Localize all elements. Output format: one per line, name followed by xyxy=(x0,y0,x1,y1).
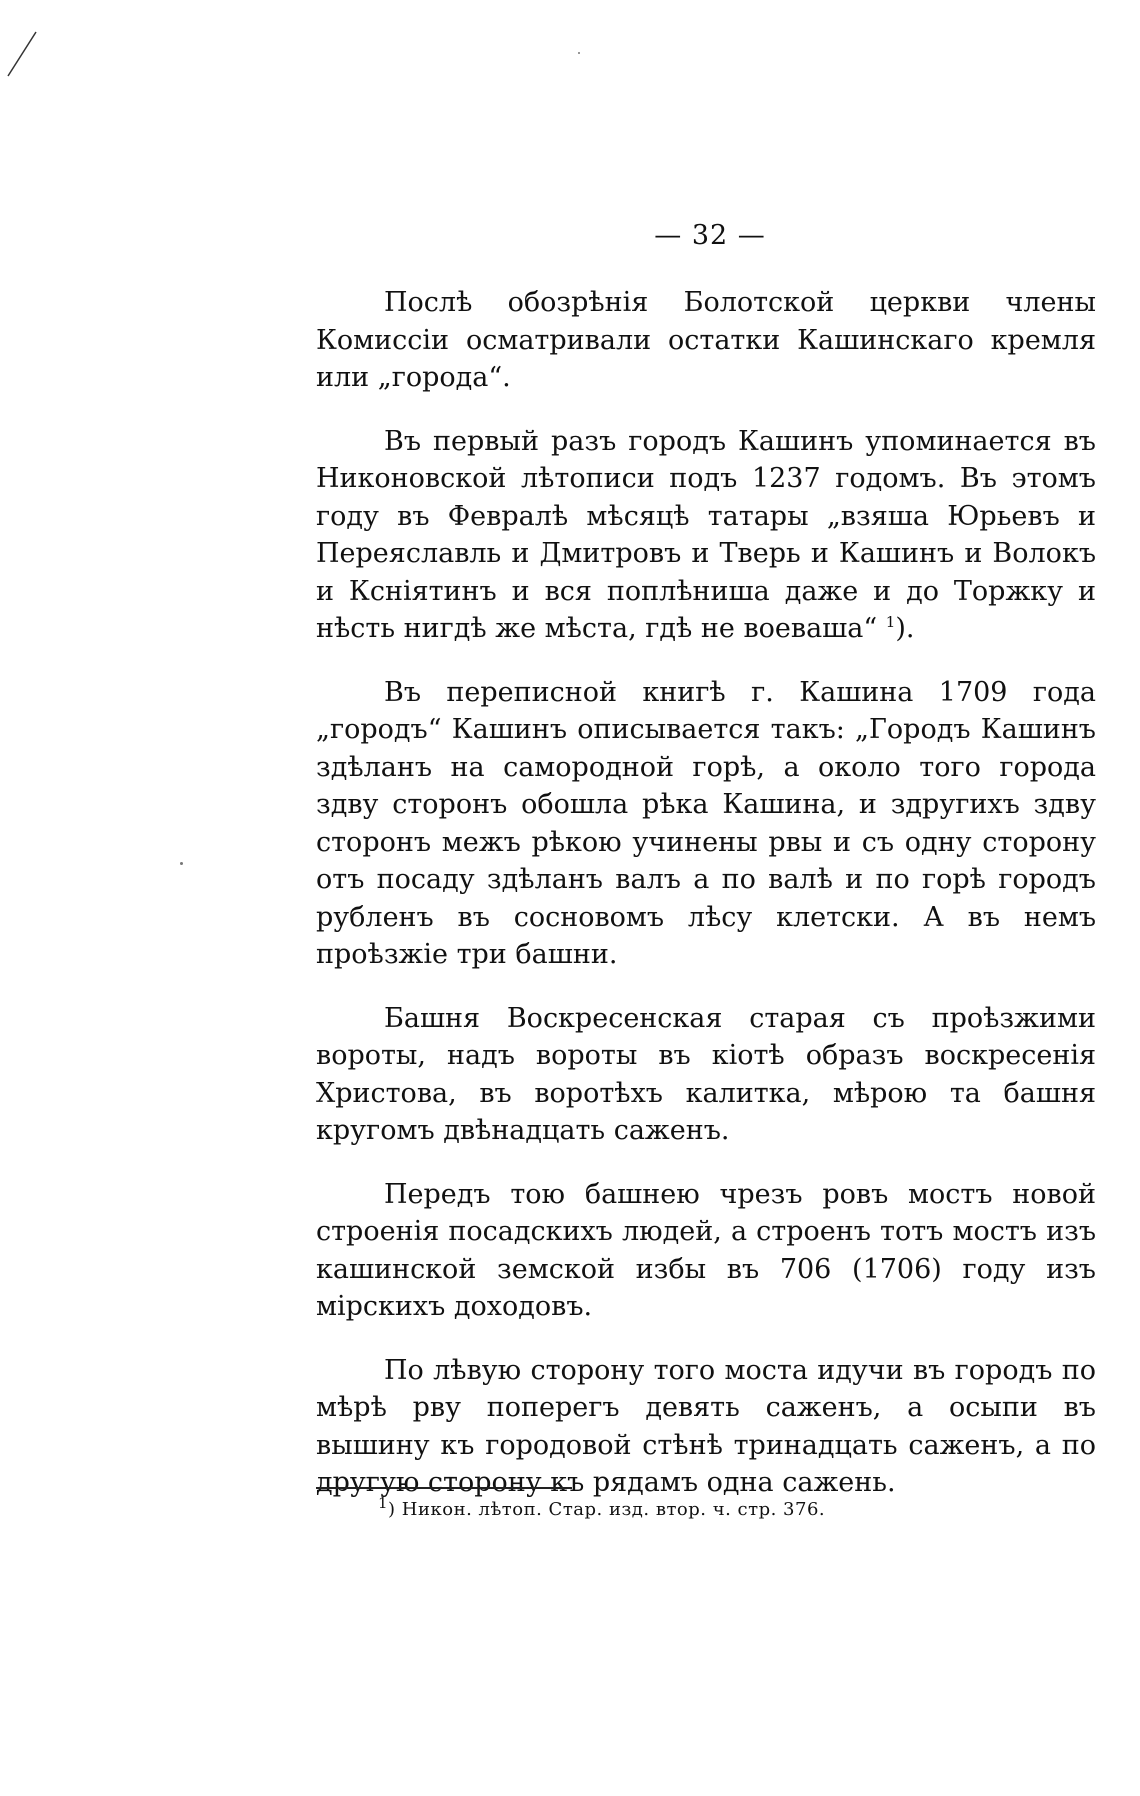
footnote-text: Никон. лѣтоп. Стар. изд. втор. ч. стр. 376. xyxy=(395,1499,826,1520)
scan-mark-line xyxy=(4,28,40,78)
paragraph-4: Башня Воскресенская старая съ проѣзжими вороты, надъ вороты въ кіотѣ образъ воскресенія Христова, въ воротѣхъ калитка, мѣрою та башня кругомъ двѣнадцать саженъ. xyxy=(316,1002,1096,1146)
paragraph-5: Передъ тою башнею чрезъ ровъ мостъ новой строенія посадскихъ людей, а строенъ тотъ мостъ изъ кашинской земской избы въ 706 (1706) году изъ мірскихъ доходовъ. xyxy=(316,1178,1096,1322)
paragraph-3: Въ переписной книгѣ г. Кашина 1709 года „городъ“ Кашинъ описывается такъ: „Городъ Кашинъ здѣланъ на самородной горѣ, а около того города здву сторонъ обошла рѣка Кашина, и здругихъ здву сторонъ межъ рѣкою учинены рвы и съ одну сторону отъ посаду здѣланъ валъ а по валѣ и по горѣ городъ рубленъ въ сосновомъ лѣсу клетски. А въ немъ проѣзжіе три башни. xyxy=(316,676,1096,970)
footnote-marker: 1 xyxy=(378,1494,389,1512)
scan-speck xyxy=(578,52,580,54)
paragraph-6: По лѣвую сторону того моста идучи въ городъ по мѣрѣ рву поперегъ девять саженъ, а осыпи въ вышину къ городовой стѣнѣ тринадцать саженъ, а по другую сторону къ рядамъ одна сажень. xyxy=(316,1354,1096,1498)
paragraph-2 xyxy=(316,423,1096,648)
page-number: — 32 — xyxy=(654,220,766,251)
footnote xyxy=(378,1494,1078,1523)
scan-speck xyxy=(180,862,183,865)
paragraph-1: Послѣ обозрѣнія Болотской церкви члены Комиссіи осматривали остатки Кашинскаго кремля или „города“. xyxy=(316,287,1096,393)
body-text xyxy=(316,284,1096,1528)
footnote-marker-close: ) xyxy=(388,1499,396,1520)
footnote-reference-tail: ). xyxy=(895,613,915,644)
footnote-divider xyxy=(316,1487,572,1489)
footnote-reference[interactable]: 1 xyxy=(885,613,896,631)
paragraph-2-text: Въ первый разъ городъ Кашинъ упоминается въ Никоновской лѣтописи подъ 1237 годомъ. Въ этомъ году въ Февралѣ мѣсяцѣ татары „взяша Юрьевъ и Переяславль и Дмитровъ и Тверь и Кашинъ и Волокъ и Ксніятинъ и вся поплѣниша даже и до Торжку и нѣсть нигдѣ же мѣста, гдѣ не воеваша“ xyxy=(316,425,1096,644)
